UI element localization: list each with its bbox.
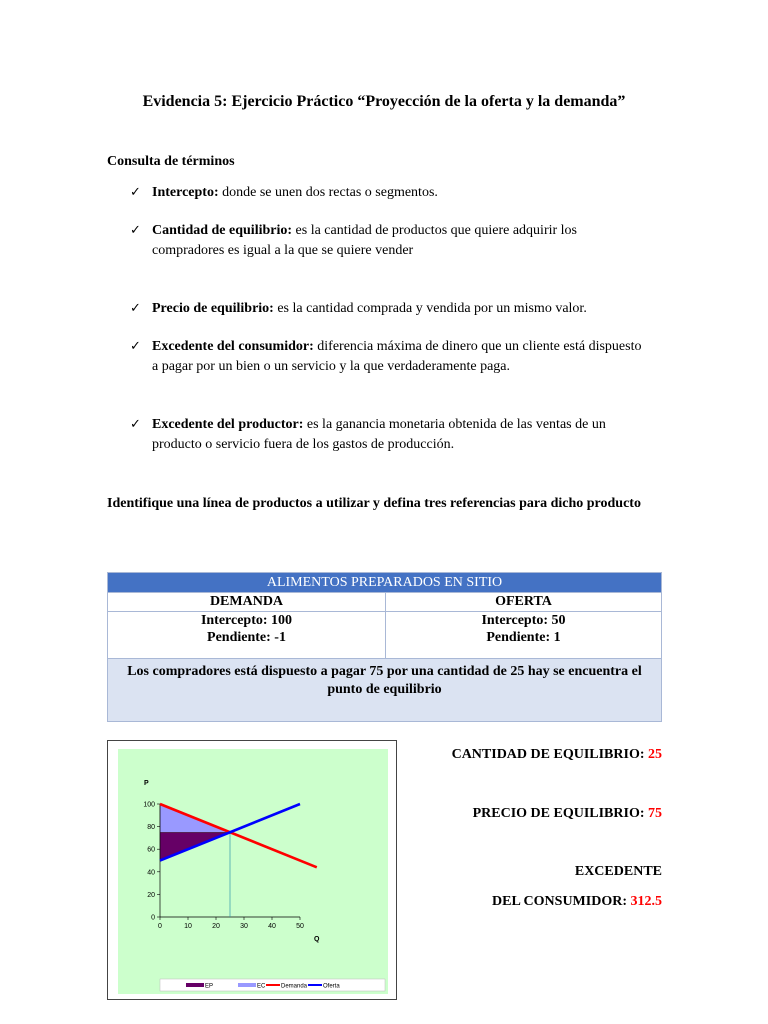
equilibrium-price-value: 75	[648, 806, 662, 821]
term-name: Excedente del productor:	[152, 417, 304, 432]
checkmark-icon: ✓	[130, 301, 141, 316]
supply-intercept: Intercepto: 50	[481, 613, 566, 628]
column-demand-header: DEMANDA	[108, 593, 386, 612]
legend-swatch	[186, 983, 204, 987]
term-item-cantidad	[130, 221, 650, 261]
term-item-precio	[130, 299, 650, 319]
section-terms-heading: Consulta de términos	[107, 154, 235, 169]
term-name: Precio de equilibrio:	[152, 301, 274, 316]
chart-svg	[108, 741, 396, 999]
term-name: Cantidad de equilibrio:	[152, 223, 293, 238]
legend-label: Demanda	[281, 983, 308, 990]
term-definition: es la ganancia monetaria obtenida de las ventas de un producto o servicio fuera de los gastos de producción.	[152, 417, 606, 452]
demand-cell	[108, 612, 386, 659]
demand-slope: Pendiente: -1	[207, 630, 286, 645]
term-item-excedente-productor	[130, 415, 650, 455]
checkmark-icon: ✓	[130, 339, 141, 354]
table-footer-note: Los compradores está dispuesto a pagar 75 por una cantidad de 25 hay se encuentra el punto de equilibrio	[108, 659, 662, 722]
term-item-intercepto	[130, 183, 650, 203]
y-tick-label: 20	[147, 891, 155, 899]
supply-slope: Pendiente: 1	[486, 630, 561, 645]
checkmark-icon: ✓	[130, 223, 141, 238]
checkmark-icon: ✓	[130, 417, 141, 432]
x-tick-label: 10	[184, 923, 192, 930]
y-tick-label: 0	[151, 914, 155, 922]
demand-intercept: Intercepto: 100	[200, 613, 293, 628]
legend-label: EC	[257, 983, 266, 990]
y-tick-label: 100	[143, 801, 155, 809]
term-item-excedente-consumidor	[130, 337, 650, 377]
table-header: ALIMENTOS PREPARADOS EN SITIO	[108, 573, 662, 593]
consumer-surplus-label: DEL CONSUMIDOR:	[492, 894, 631, 909]
equilibrium-quantity-label: CANTIDAD DE EQUILIBRIO:	[451, 747, 648, 762]
y-tick-label: 60	[147, 846, 155, 854]
x-tick-label: 20	[212, 923, 220, 930]
legend-label: EP	[205, 983, 214, 990]
term-definition: es la cantidad comprada y vendida por un mismo valor.	[273, 301, 587, 316]
consumer-surplus	[492, 894, 662, 910]
equilibrium-price	[473, 806, 662, 822]
x-axis-label: Q	[314, 936, 320, 943]
x-tick-label: 30	[240, 923, 248, 930]
consumer-surplus-value: 312.5	[630, 894, 662, 909]
x-tick-label: 50	[296, 923, 304, 930]
equilibrium-price-label: PRECIO DE EQUILIBRIO:	[472, 806, 648, 821]
y-tick-label: 40	[147, 869, 155, 877]
legend-label: Oferta	[323, 983, 340, 990]
term-name: Excedente del consumidor:	[152, 339, 314, 354]
term-name: Intercepto:	[152, 185, 219, 200]
supply-cell	[386, 612, 662, 659]
legend-swatch	[238, 983, 256, 987]
supply-demand-chart	[107, 740, 397, 1000]
term-definition: diferencia máxima de dinero que un cliente está dispuesto a pagar por un bien o un servicio y la que verdaderamente paga.	[152, 339, 642, 374]
checkmark-icon: ✓	[130, 185, 141, 200]
x-tick-label: 0	[158, 923, 162, 930]
equilibrium-quantity	[452, 747, 662, 763]
y-tick-label: 80	[147, 824, 155, 832]
references-table	[107, 572, 662, 722]
equilibrium-quantity-value: 25	[648, 747, 662, 762]
y-axis-label: P	[144, 780, 149, 787]
document-title: Evidencia 5: Ejercicio Práctico “Proyección de la oferta y la demanda”	[142, 93, 626, 110]
column-supply-header: OFERTA	[386, 593, 662, 612]
consumer-surplus-label-1: EXCEDENTE	[574, 864, 662, 879]
x-tick-label: 40	[268, 923, 276, 930]
term-definition: es la cantidad de productos que quiere adquirir los compradores es igual a la que se quiere vender	[152, 223, 577, 258]
term-definition: donde se unen dos rectas o segmentos.	[218, 185, 438, 200]
question-heading: Identifique una línea de productos a utilizar y defina tres referencias para dicho producto	[107, 496, 641, 511]
